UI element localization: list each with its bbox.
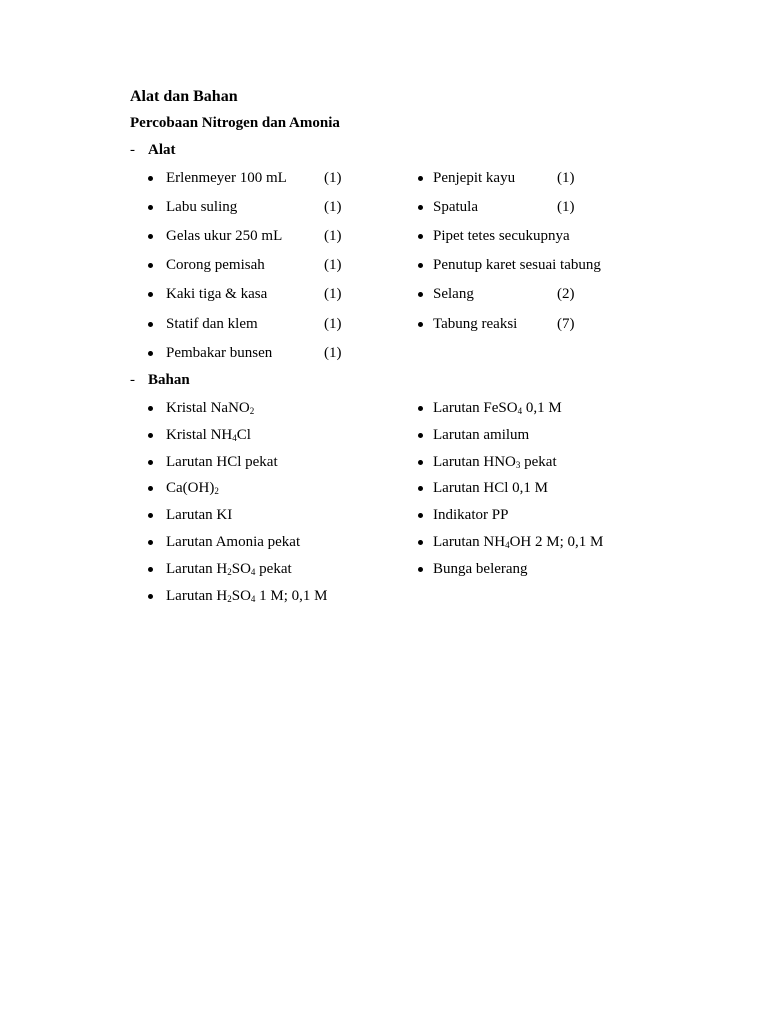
alat-item-name: Labu suling: [166, 199, 238, 216]
bahan-item: [433, 480, 548, 497]
alat-item-name: Spatula: [433, 199, 478, 216]
alat-item-qty: (1): [324, 315, 342, 332]
bullet-icon: [418, 567, 423, 572]
text-part: Larutan amilum: [433, 426, 530, 443]
bullet-icon: [148, 292, 153, 297]
bahan-item: [166, 507, 232, 524]
text-part: Larutan HCl 0,1 M: [433, 480, 548, 497]
subscript: 2: [227, 593, 232, 604]
alat-item-qty: (1): [324, 170, 342, 186]
alat-item-qty: (1): [324, 344, 342, 361]
text-part: Cl: [236, 426, 251, 443]
text-part: Kristal NH: [166, 426, 233, 443]
bullet-icon: [148, 540, 153, 545]
bullet-icon: [148, 351, 153, 356]
bullet-icon: [148, 406, 153, 411]
alat-item-qty: (1): [557, 170, 575, 186]
alat-item-name: Penutup karet sesuai tabung: [433, 257, 601, 274]
alat-item-name: Selang: [433, 286, 474, 303]
text-part: Larutan H: [166, 560, 228, 577]
bullet-icon: [148, 513, 153, 518]
alat-item-name: Tabung reaksi: [433, 315, 518, 332]
bullet-icon: [148, 594, 153, 599]
text-part: SO: [231, 587, 251, 604]
text-part: OH 2 M; 0,1 M: [509, 534, 604, 550]
subscript: 4: [250, 593, 256, 604]
text-part: Larutan NH: [433, 534, 506, 550]
bahan-item: [433, 427, 529, 444]
alat-item-qty: (7): [557, 315, 575, 332]
bahan-item: [166, 454, 278, 471]
subscript: 2: [214, 486, 219, 497]
alat-item-name: Pipet tetes secukupnya: [433, 228, 570, 245]
bullet-icon: [148, 234, 153, 239]
bullet-icon: [418, 263, 423, 268]
bullet-icon: [418, 292, 423, 297]
text-part: Larutan H: [166, 587, 228, 604]
subscript: 2: [249, 406, 255, 416]
alat-item-name: Erlenmeyer 100 mL: [166, 170, 287, 186]
text-part: 1 M; 0,1 M: [255, 587, 328, 604]
bahan-item: [433, 507, 508, 524]
bullet-icon: [418, 460, 423, 465]
text-part: Larutan HNO: [433, 453, 516, 470]
subscript: 2: [227, 566, 232, 577]
alat-item-qty: (2): [557, 286, 575, 303]
page-title: Alat dan Bahan: [130, 88, 238, 105]
bahan-heading: Bahan: [148, 372, 190, 388]
alat-item-name: Corong pemisah: [166, 257, 265, 274]
alat-heading: Alat: [148, 142, 176, 158]
bahan-item: [433, 534, 603, 551]
bullet-icon: [148, 567, 153, 572]
alat-item-name: Statif dan klem: [166, 315, 258, 332]
text-part: Larutan KI: [166, 507, 233, 524]
text-part: Ca(OH): [166, 480, 215, 497]
bahan-item: [166, 561, 292, 578]
bullet-icon: [418, 513, 423, 518]
subscript: 4: [250, 566, 256, 577]
bullet-icon: [418, 540, 423, 545]
bahan-item: [166, 480, 219, 497]
alat-item-name: Pembakar bunsen: [166, 344, 273, 361]
text-part: SO: [231, 560, 251, 577]
alat-item-qty: (1): [324, 199, 342, 216]
text-part: 0,1 M: [522, 400, 562, 416]
alat-item-qty: (1): [557, 199, 575, 216]
bullet-icon: [418, 486, 423, 491]
alat-item-qty: (1): [324, 228, 342, 245]
bullet-icon: [148, 460, 153, 465]
bahan-item: [433, 400, 562, 417]
alat-item-qty: (1): [324, 286, 342, 303]
bullet-icon: [148, 486, 153, 491]
bullet-icon: [418, 234, 423, 239]
bahan-item: [166, 400, 254, 417]
alat-item-name: Kaki tiga & kasa: [166, 286, 268, 303]
bullet-icon: [418, 406, 423, 411]
bahan-item: [166, 588, 328, 605]
subscript: 4: [517, 406, 523, 416]
bullet-icon: [418, 205, 423, 210]
text-part: Kristal NaNO: [166, 400, 250, 416]
text-part: Larutan Amonia pekat: [166, 534, 301, 550]
bahan-item: [166, 534, 300, 551]
text-part: Indikator PP: [433, 507, 509, 524]
bullet-icon: [148, 263, 153, 268]
subscript: 4: [505, 540, 510, 550]
bullet-icon: [418, 433, 423, 438]
alat-item-qty: (1): [324, 257, 342, 274]
bullet-icon: [148, 433, 153, 438]
bullet-icon: [148, 176, 153, 181]
text-part: pekat: [255, 560, 292, 577]
bullet-icon: [418, 176, 423, 181]
bullet-icon: [148, 322, 153, 327]
page-subtitle: Percobaan Nitrogen dan Amonia: [130, 115, 340, 131]
bullet-icon: [148, 205, 153, 210]
bullet-icon: [418, 322, 423, 327]
text-part: pekat: [520, 453, 557, 470]
alat-item-name: Penjepit kayu: [433, 170, 516, 186]
subscript: 4: [232, 432, 237, 443]
bahan-item: [433, 561, 528, 578]
subscript: 3: [515, 459, 521, 470]
text-part: Bunga belerang: [433, 560, 528, 577]
bahan-dash: -: [130, 372, 135, 388]
text-part: Larutan FeSO: [433, 400, 518, 416]
text-part: Larutan HCl pekat: [166, 453, 278, 470]
bahan-item: [433, 454, 557, 471]
alat-dash: -: [130, 142, 135, 158]
alat-item-name: Gelas ukur 250 mL: [166, 228, 283, 245]
bahan-item: [166, 427, 251, 444]
